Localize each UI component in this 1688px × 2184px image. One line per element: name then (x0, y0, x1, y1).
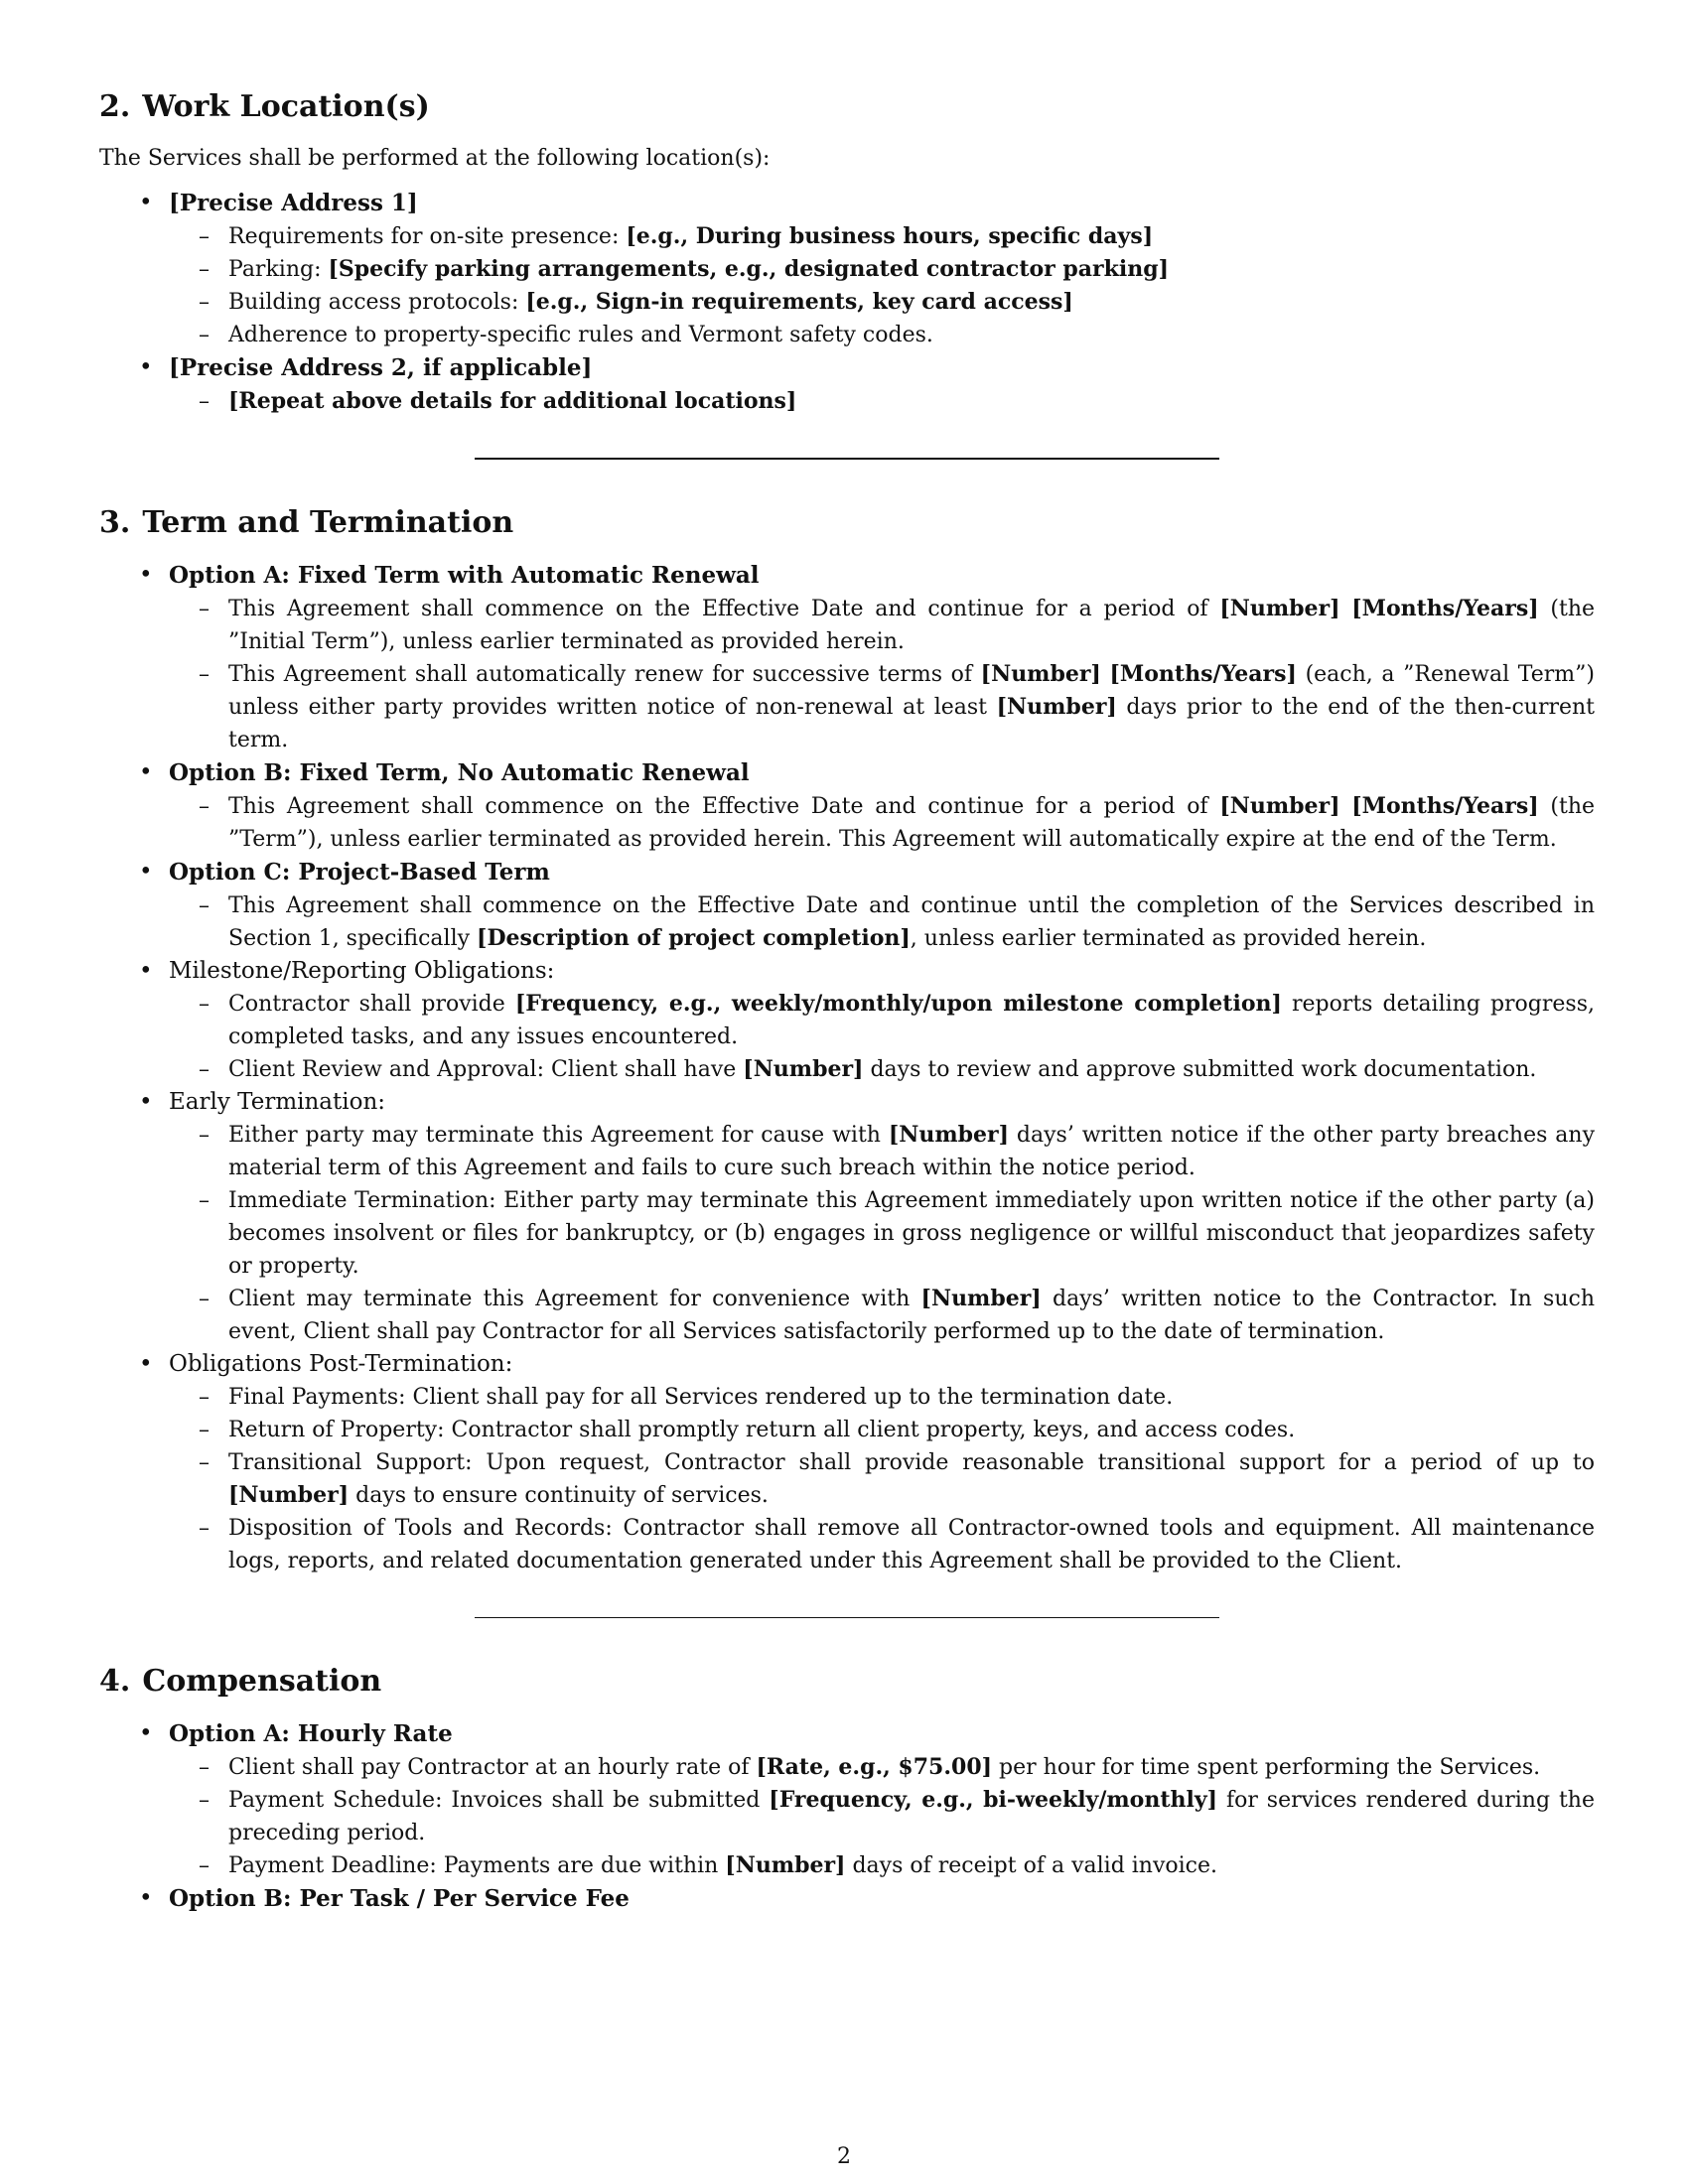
list-item: – This Agreement shall automatically renew for successive terms of [Number] [Months/Years] (each, a ”Renewal Term”) unless either party provides written notice of non-renewal at least [Number] days prior to the end of the then-current term. (169, 658, 1595, 756)
list-item: – Parking: [Specify parking arrangements, e.g., designated contractor parking] (169, 253, 1595, 286)
list-item: – Immediate Termination: Either party may terminate this Agreement immediately upon written notice if the other party (a) becomes insolvent or files for bankruptcy, or (b) engages in gross negligence or willful misconduct that jeopardizes safety or property. (169, 1184, 1595, 1283)
list-item: • Option C: Project-Based Term – This Agreement shall commence on the Effective Date and continue until the completion of the Services described in Section 1, specifically [Description of project completion], unless earlier terminated as provided herein. (99, 856, 1595, 955)
list-item: – Either party may terminate this Agreement for cause with [Number] days’ written notice if the other party breaches any material term of this Agreement and fails to cure such breach within the notice period. (169, 1119, 1595, 1184)
list-item: • Early Termination: – Either party may terminate this Agreement for cause with [Number] days’ written notice if the other party breaches any material term of this Agreement and fails to cure such breach within the notice period. – Immediate Termination: Either party may terminate this Agreement immediately upon written notice if the other party (a) becomes insolvent or files for bankruptcy, or (b) engages in gross negligence or willful misconduct that jeopardizes safety or property. – Client may terminate this Agreement for convenience with [Number] days’ written notice to the Contractor. In such event, Client shall pay Contractor for all Services satisfactorily performed up to the date of termination. (99, 1086, 1595, 1348)
list-item: • Milestone/Reporting Obligations: – Contractor shall provide [Frequency, e.g., weekly/monthly/upon milestone completion] reports detailing progress, completed tasks, and any issues encountered. – Client Review and Approval: Client shall have [Number] days to review and approve submitted work documentation. (99, 955, 1595, 1086)
section-heading-work-location: 2. Work Location(s) (99, 89, 430, 124)
list-item: • Option A: Hourly Rate – Client shall pay Contractor at an hourly rate of [Rate, e.g., $75.00] per hour for time spent performing the Services. – Payment Schedule: Invoices shall be submitted [Frequency, e.g., bi-weekly/monthly] for services rendered during the preceding period. – Payment Deadline: Payments are due within [Number] days of receipt of a valid invoice. (99, 1717, 1595, 1882)
compensation-list (99, 1717, 1595, 1916)
list-item: – Return of Property: Contractor shall promptly return all client property, keys, and access codes. (169, 1414, 1595, 1446)
list-item: – Payment Schedule: Invoices shall be submitted [Frequency, e.g., bi-weekly/monthly] for services rendered during the preceding period. (169, 1784, 1595, 1849)
section-heading-term-termination: 3. Term and Termination (99, 505, 514, 540)
list-item: – This Agreement shall commence on the Effective Date and continue until the completion of the Services described in Section 1, specifically [Description of project completion], unless earlier terminated as provided herein. (169, 889, 1595, 955)
list-item: – This Agreement shall commence on the Effective Date and continue for a period of [Number] [Months/Years] (the ”Term”), unless earlier terminated as provided herein. This Agreement will automatically expire at the end of the Term. (169, 790, 1595, 856)
term-list (99, 559, 1595, 1577)
list-item: • Option B: Per Task / Per Service Fee (99, 1882, 1595, 1916)
list-item: • Obligations Post-Termination: – Final Payments: Client shall pay for all Services rendered up to the termination date. – Return of Property: Contractor shall promptly return all client property, keys, and access codes. – Transitional Support: Upon request, Contractor shall provide reasonable transitional support for a period of up to [Number] days to ensure continuity of services. – Disposition of Tools and Records: Contractor shall remove all Contractor-owned tools and equipment. All maintenance logs, reports, and related documentation generated under this Agreement shall be provided to the Client. (99, 1348, 1595, 1577)
list-item: • Option A: Fixed Term with Automatic Renewal – This Agreement shall commence on the Effective Date and continue for a period of [Number] [Months/Years] (the ”Initial Term”), unless earlier terminated as provided herein. – This Agreement shall automatically renew for successive terms of [Number] [Months/Years] (each, a ”Renewal Term”) unless either party provides written notice of non-renewal at least [Number] days prior to the end of the then-current term. (99, 559, 1595, 756)
list-item: – Payment Deadline: Payments are due within [Number] days of receipt of a valid invoice. (169, 1849, 1595, 1882)
list-item: – This Agreement shall commence on the Effective Date and continue for a period of [Number] [Months/Years] (the ”Initial Term”), unless earlier terminated as provided herein. (169, 593, 1595, 658)
list-item: – Client may terminate this Agreement for convenience with [Number] days’ written notice to the Contractor. In such event, Client shall pay Contractor for all Services satisfactorily performed up to the date of termination. (169, 1283, 1595, 1348)
list-item: – Client Review and Approval: Client shall have [Number] days to review and approve submitted work documentation. (169, 1053, 1595, 1086)
list-item: – Transitional Support: Upon request, Contractor shall provide reasonable transitional support for a period of up to [Number] days to ensure continuity of services. (169, 1446, 1595, 1512)
location-list (99, 187, 1595, 418)
section-divider (475, 1617, 1219, 1618)
section-divider (475, 458, 1219, 460)
list-item: – Final Payments: Client shall pay for all Services rendered up to the termination date. (169, 1381, 1595, 1414)
list-item: • Option B: Fixed Term, No Automatic Renewal – This Agreement shall commence on the Effective Date and continue for a period of [Number] [Months/Years] (the ”Term”), unless earlier terminated as provided herein. This Agreement will automatically expire at the end of the Term. (99, 756, 1595, 856)
list-item: – Disposition of Tools and Records: Contractor shall remove all Contractor-owned tools and equipment. All maintenance logs, reports, and related documentation generated under this Agreement shall be provided to the Client. (169, 1512, 1595, 1577)
list-item: – Requirements for on-site presence: [e.g., During business hours, specific days] (169, 220, 1595, 253)
list-item: – Building access protocols: [e.g., Sign-in requirements, key card access] (169, 286, 1595, 319)
document-page (99, 89, 1595, 1916)
section-heading-compensation: 4. Compensation (99, 1664, 382, 1699)
list-item: • [Precise Address 2, if applicable] – [Repeat above details for additional locations] (99, 351, 1595, 418)
list-item: – Client shall pay Contractor at an hourly rate of [Rate, e.g., $75.00] per hour for time spent performing the Services. (169, 1751, 1595, 1784)
list-item: – [Repeat above details for additional locations] (169, 385, 1595, 418)
section-intro: The Services shall be performed at the following location(s): (99, 146, 771, 171)
list-item: • [Precise Address 1] – Requirements for on-site presence: [e.g., During business hours, specific days] – Parking: [Specify parking arrangements, e.g., designated contractor parking] – Building access protocols: [e.g., Sign-in requirements, key card access] – Adherence to property-specific rules and Vermont safety codes. (99, 187, 1595, 351)
list-item: – Contractor shall provide [Frequency, e.g., weekly/monthly/upon milestone completion] reports detailing progress, completed tasks, and any issues encountered. (169, 988, 1595, 1053)
page-number: 2 (837, 2144, 851, 2169)
list-item: – Adherence to property-specific rules and Vermont safety codes. (169, 319, 1595, 351)
